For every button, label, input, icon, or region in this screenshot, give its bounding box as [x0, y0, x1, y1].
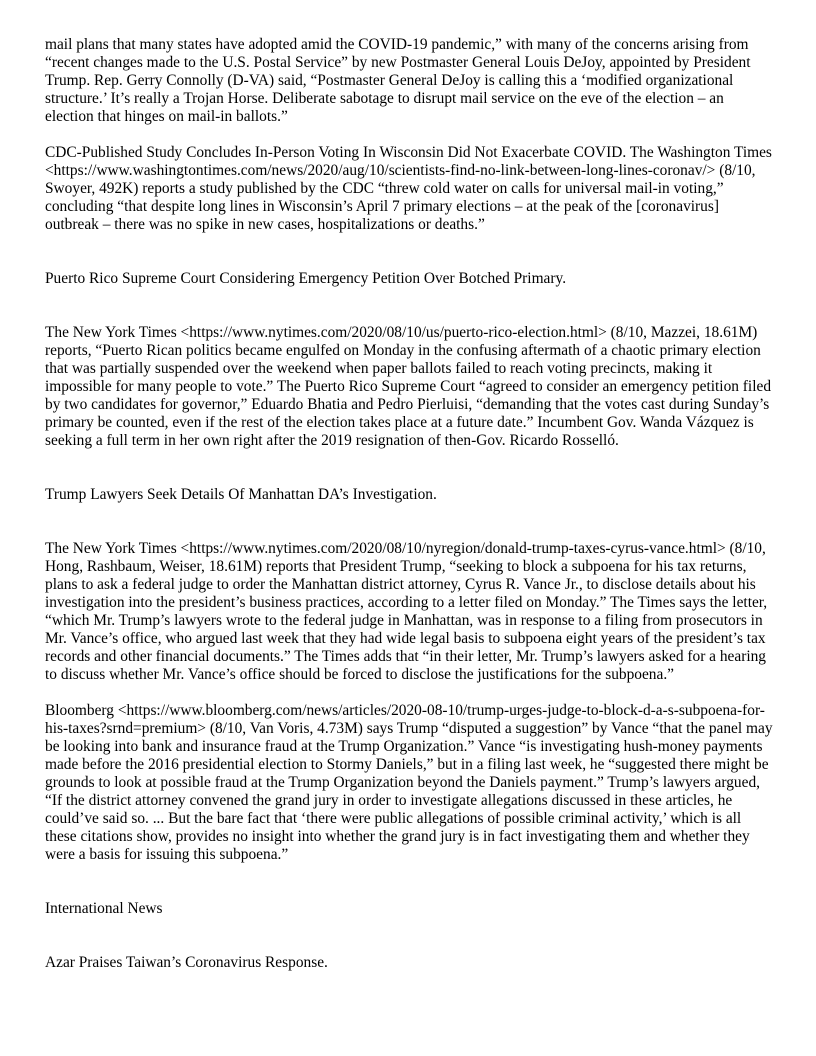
section-heading-international: International News: [45, 900, 163, 917]
headline-trump-lawyers: Trump Lawyers Seek Details Of Manhattan DA’s Investigation.: [45, 486, 437, 503]
headline-azar-taiwan: Azar Praises Taiwan’s Coronavirus Response.: [45, 954, 328, 971]
spacer: [45, 126, 773, 144]
paragraph-puerto-rico: The New York Times <https://www.nytimes.com/2020/08/10/us/puerto-rico-election.html> (8/10, Mazzei, 18.61M) reports, “Puerto Rican politics became engulfed on Monday in the confusing aftermath of a chaotic primary election that was partially suspended over the weekend when paper ballots failed to reach voting precincts, making it impossible for many people to vote.” The Puerto Rico Supreme Court “agreed to consider an emergency petition filed by two candidates for governor,” Eduardo Bhatia and Pedro Pierluisi, “demanding that the votes cast during Sunday’s primary be counted, even if the rest of the election takes place at a future date.” Incumbent Gov. Wanda Vázquez is seeking a full term in her own right after the 2019 resignation of then-Gov. Ricardo Rosselló.: [45, 324, 772, 449]
spacer: [45, 288, 773, 324]
headline-puerto-rico: Puerto Rico Supreme Court Considering Emergency Petition Over Botched Primary.: [45, 270, 567, 287]
paragraph-postal-service: mail plans that many states have adopted amid the COVID-19 pandemic,” with many of the concerns arising from “recent changes made to the U.S. Postal Service” by new Postmaster General Louis DeJoy, appointed by President Trump. Rep. Gerry Connolly (D-VA) said, “Postmaster General DeJoy is calling this a ‘modified organizational structure.’ It’s really a Trojan Horse. Deliberate sabotage to disrupt mail service on the eve of the election – an election that hinges on mail-in ballots.”: [45, 36, 751, 125]
document-page: [45, 36, 773, 972]
spacer: [45, 918, 773, 954]
spacer: [45, 234, 773, 270]
spacer: [45, 864, 773, 900]
spacer: [45, 450, 773, 486]
paragraph-bloomberg: Bloomberg <https://www.bloomberg.com/news/articles/2020-08-10/trump-urges-judge-to-block-d-a-s-subpoena-for-his-taxes?srnd=premium> (8/10, Van Voris, 4.73M) says Trump “disputed a suggestion” by Vance “that the panel may be looking into bank and insurance fraud at the Trump Organization.” Vance “is investigating hush-money payments made before the 2016 presidential election to Stormy Daniels,” but in a filing last week, he “suggested there might be grounds to look at possible fraud at the Trump Organization beyond the Daniels payment.” Trump’s lawyers argued, “If the district attorney convened the grand jury in order to investigate allegations discussed in these articles, he could’ve said so. ... But the bare fact that ‘there were public allegations of possible criminal activity,’ which is all these citations show, provides no insight into whether the grand jury is in fact investigating them and whether they were a basis for issuing this subpoena.”: [45, 702, 773, 863]
spacer: [45, 684, 773, 702]
spacer: [45, 504, 773, 540]
paragraph-cdc-study: CDC-Published Study Concludes In-Person Voting In Wisconsin Did Not Exacerbate COVID. The Washington Times <https://www.washingtontimes.com/news/2020/aug/10/scientists-find-no-link-between-long-lines-coronav/> (8/10, Swoyer, 492K) reports a study published by the CDC “threw cold water on calls for universal mail-in voting,” concluding “that despite long lines in Wisconsin’s April 7 primary elections – at the peak of the [coronavirus] outbreak – there was no spike in new cases, hospitalizations or deaths.”: [45, 144, 772, 233]
paragraph-nyt-vance: The New York Times <https://www.nytimes.com/2020/08/10/nyregion/donald-trump-taxes-cyrus-vance.html> (8/10, Hong, Rashbaum, Weiser, 18.61M) reports that President Trump, “seeking to block a subpoena for his tax returns, plans to ask a federal judge to order the Manhattan district attorney, Cyrus R. Vance Jr., to disclose details about his investigation into the president’s business practices, according to a letter filed on Monday.” The Times says the letter, “which Mr. Trump’s lawyers wrote to the federal judge in Manhattan, was in response to a filing from prosecutors in Mr. Vance’s office, who argued last week that they had wide legal basis to subpoena eight years of the president’s tax records and other financial documents.” The Times adds that “in their letter, Mr. Trump’s lawyers asked for a hearing to discuss whether Mr. Vance’s office should be forced to disclose the justifications for the subpoena.”: [45, 540, 768, 683]
